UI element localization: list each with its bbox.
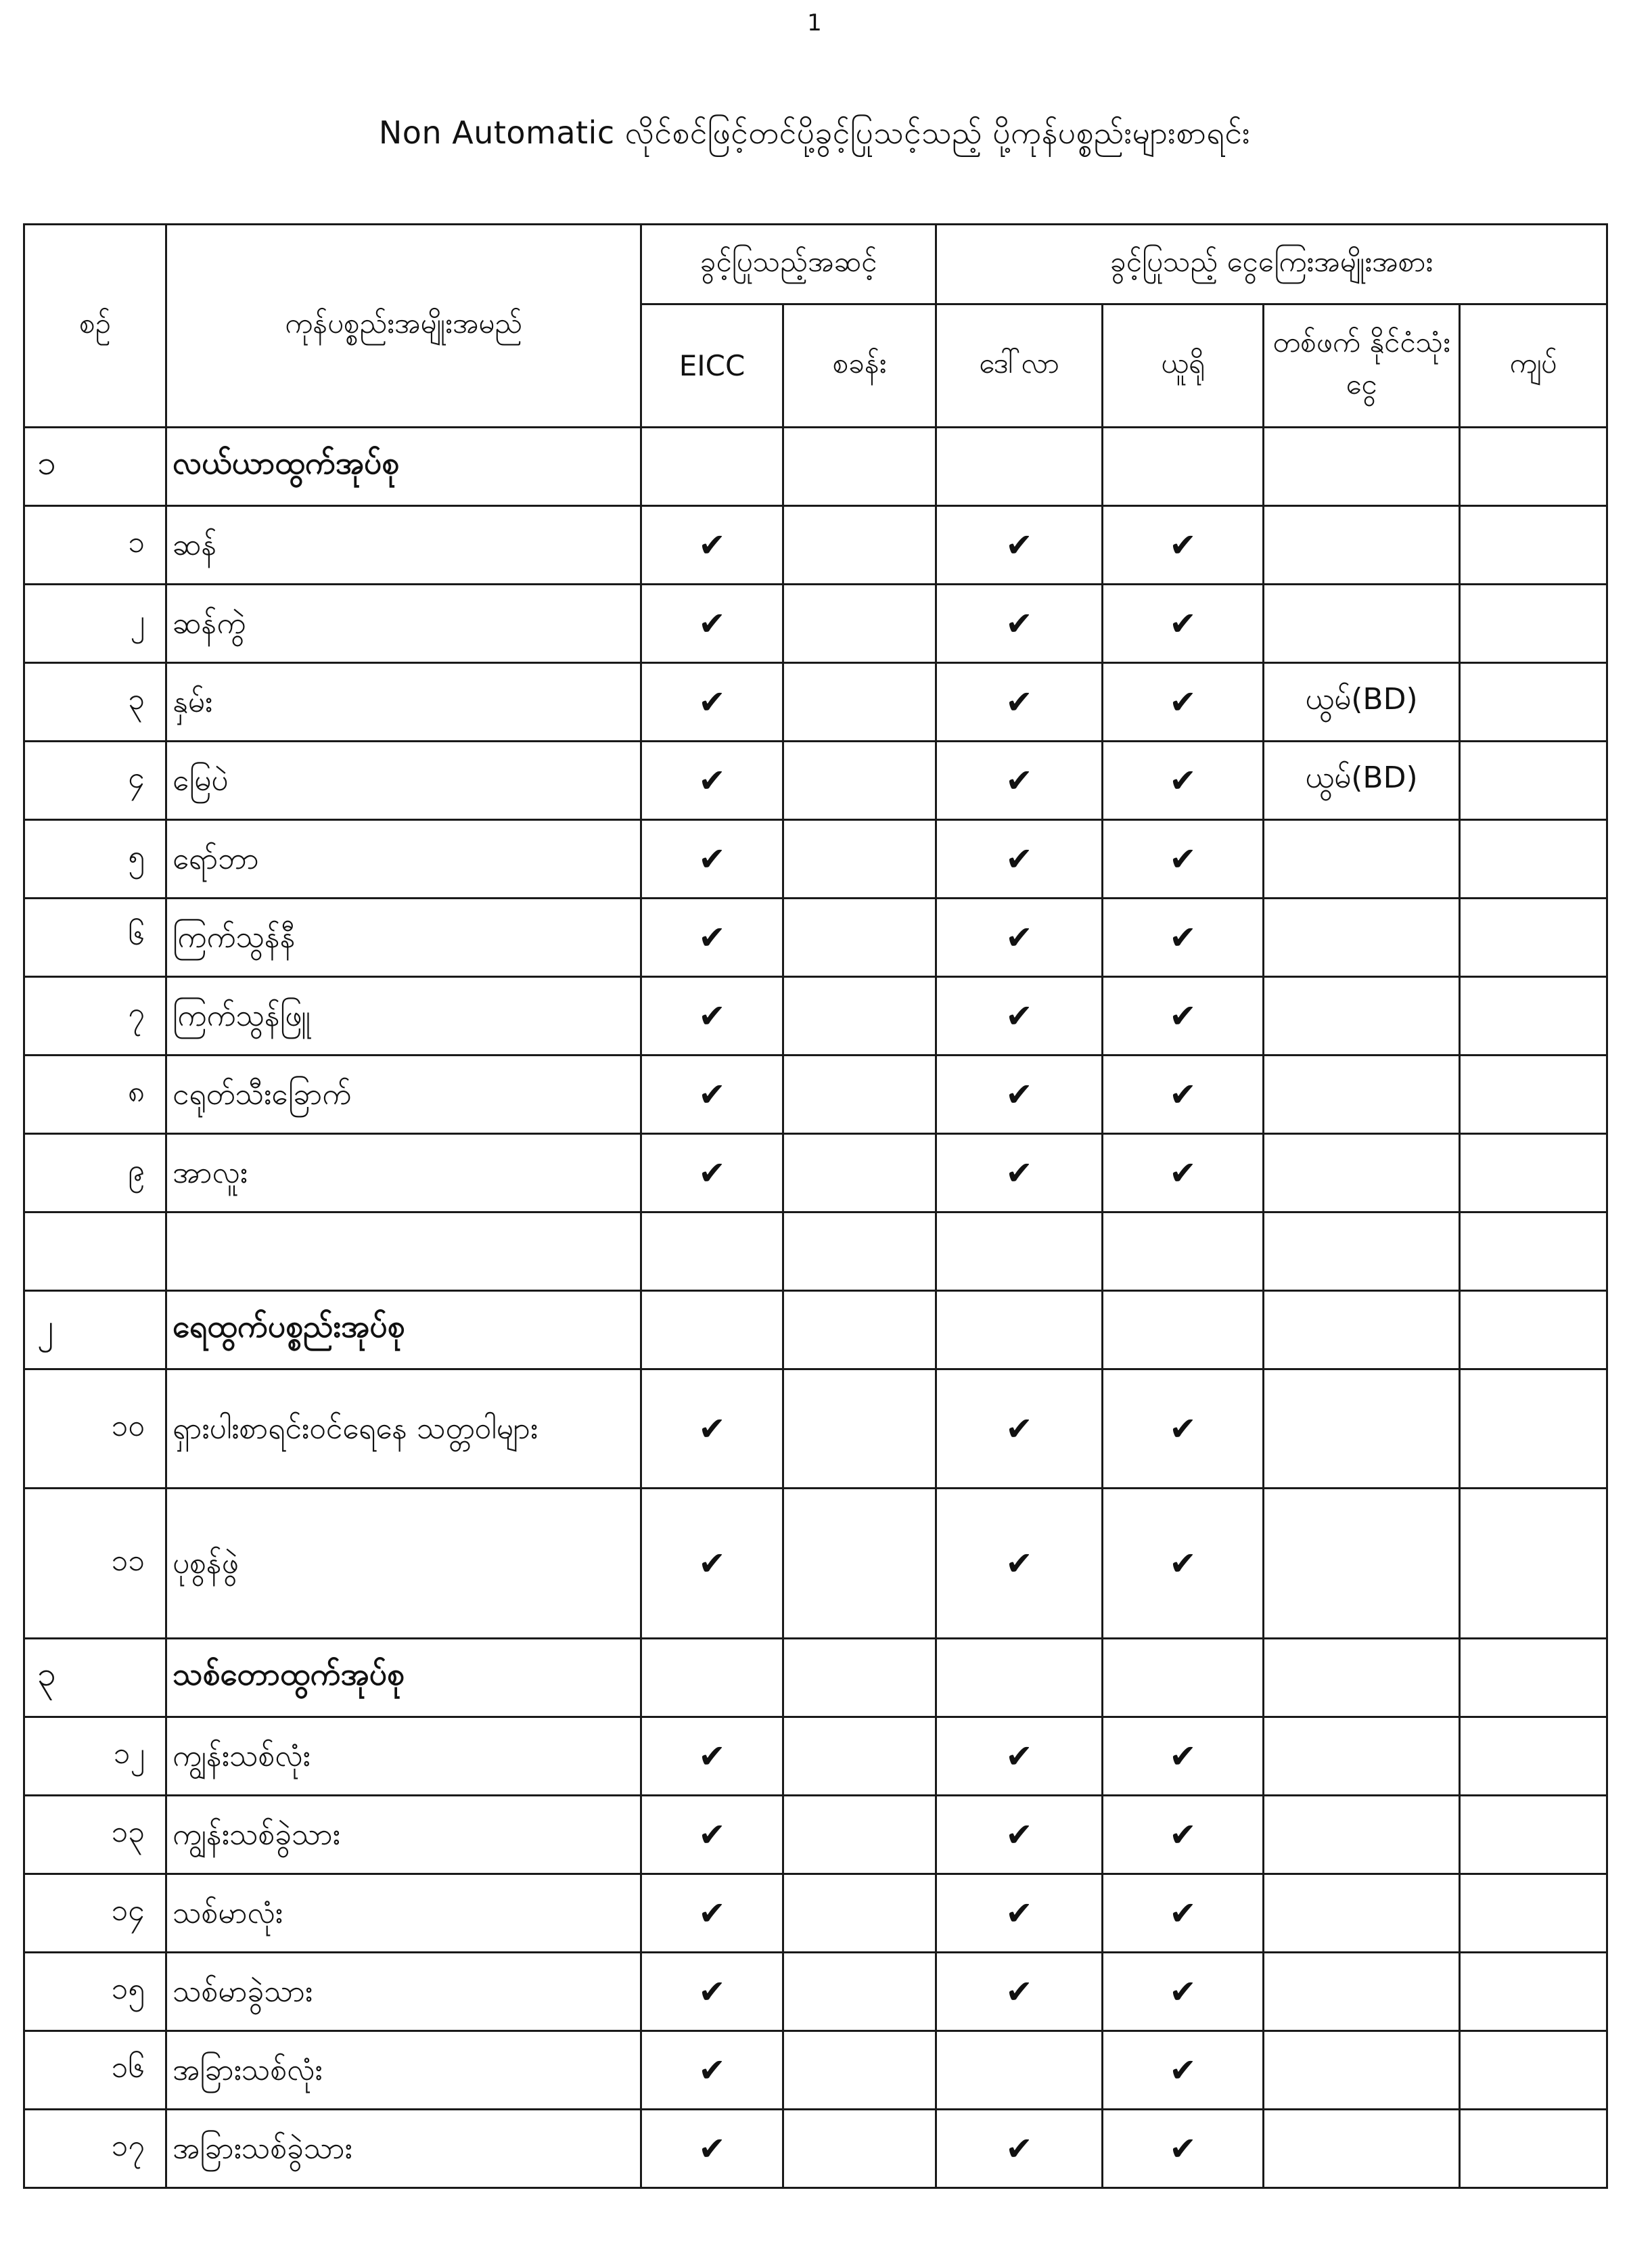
table-row [24, 1953, 1607, 2031]
empty-cell [24, 1212, 166, 1291]
empty-cell [641, 1212, 783, 1291]
section-number: ၃ [24, 1639, 166, 1717]
empty-cell [1264, 1291, 1460, 1369]
item-number: ၆ [24, 899, 166, 977]
cell-third-country [1264, 1796, 1460, 1874]
check-mark: ✔ [936, 585, 1103, 663]
item-number: ၁၁ [24, 1489, 166, 1639]
header-eicc: EICC [641, 304, 783, 428]
check-mark: ✔ [1103, 1056, 1264, 1134]
section-row [24, 428, 1607, 506]
cell-station [783, 1874, 936, 1953]
empty-cell [1264, 1639, 1460, 1717]
check-mark: ✔ [936, 1953, 1103, 2031]
section-name: လယ်ယာထွက်အုပ်စု [166, 428, 641, 506]
empty-cell [1460, 1291, 1607, 1369]
section-name: သစ်တောထွက်အုပ်စု [166, 1639, 641, 1717]
cell-kyat [1460, 899, 1607, 977]
item-number: ၁၀ [24, 1369, 166, 1489]
header-serial: စဉ် [24, 225, 166, 428]
cell-third-country [1264, 1489, 1460, 1639]
item-number: ၉ [24, 1134, 166, 1212]
export-goods-table [23, 223, 1608, 2189]
item-number: ၄ [24, 742, 166, 820]
blank-row [24, 1212, 1607, 1291]
section-number: ၂ [24, 1291, 166, 1369]
cell-third-country [1264, 977, 1460, 1056]
check-mark: ✔ [1103, 1953, 1264, 2031]
item-number: ၁၄ [24, 1874, 166, 1953]
item-number: ၁၆ [24, 2031, 166, 2110]
check-mark: ✔ [641, 1369, 783, 1489]
cell-kyat [1460, 1134, 1607, 1212]
check-mark: ✔ [936, 1796, 1103, 1874]
check-mark: ✔ [936, 1056, 1103, 1134]
header-kyat: ကျပ် [1460, 304, 1607, 428]
check-mark: ✔ [1103, 899, 1264, 977]
check-mark: ✔ [936, 742, 1103, 820]
cell-third-country [1264, 506, 1460, 585]
empty-cell [783, 1212, 936, 1291]
item-name: အခြားသစ်လုံး [166, 2031, 641, 2110]
table-row [24, 1056, 1607, 1134]
check-mark: ✔ [1103, 820, 1264, 899]
empty-cell [1460, 1639, 1607, 1717]
cell-third-country: ယွမ်(BD) [1264, 742, 1460, 820]
table-row [24, 1134, 1607, 1212]
check-mark: ✔ [1103, 2110, 1264, 2188]
item-number: ၁၅ [24, 1953, 166, 2031]
check-mark: ✔ [641, 1796, 783, 1874]
check-mark: ✔ [1103, 2031, 1264, 2110]
header-dollar: ဒေါ်လာ [936, 304, 1103, 428]
header-permitted-certificate: ခွင့်ပြုသည့်အဆင့် [641, 225, 936, 304]
check-mark: ✔ [641, 2031, 783, 2110]
check-mark: ✔ [936, 1717, 1103, 1796]
item-number: ၅ [24, 820, 166, 899]
cell-station [783, 2031, 936, 2110]
document-title: Non Automatic လိုင်စင်ဖြင့်တင်ပို့ခွင့်ပြုသင့်သည့် ပို့ကုန်ပစ္စည်းများစာရင်း [378, 114, 1251, 151]
cell-third-country: ယွမ်(BD) [1264, 663, 1460, 742]
section-number: ၁ [24, 428, 166, 506]
cell-kyat [1460, 1953, 1607, 2031]
item-name: ဆန်ကွဲ [166, 585, 641, 663]
header-euro: ယူရို [1103, 304, 1264, 428]
item-name: အာလူး [166, 1134, 641, 1212]
cell-kyat [1460, 1489, 1607, 1639]
section-name: ရေထွက်ပစ္စည်းအုပ်စု [166, 1291, 641, 1369]
check-mark: ✔ [1103, 977, 1264, 1056]
item-number: ၁၃ [24, 1796, 166, 1874]
cell-kyat [1460, 977, 1607, 1056]
check-mark: ✔ [641, 899, 783, 977]
table-row [24, 585, 1607, 663]
header-row-top [24, 225, 1607, 304]
table-row [24, 742, 1607, 820]
cell-station [783, 1953, 936, 2031]
cell-kyat [1460, 1874, 1607, 1953]
item-name: ဆန် [166, 506, 641, 585]
table-row [24, 1796, 1607, 1874]
check-mark: ✔ [641, 2110, 783, 2188]
check-mark: ✔ [641, 820, 783, 899]
cell-kyat [1460, 1717, 1607, 1796]
empty-cell [936, 1212, 1103, 1291]
check-mark: ✔ [936, 820, 1103, 899]
section-row [24, 1291, 1607, 1369]
check-mark: ✔ [641, 1489, 783, 1639]
check-mark: ✔ [641, 1953, 783, 2031]
cell-kyat [1460, 2110, 1607, 2188]
empty-cell [783, 428, 936, 506]
cell-third-country [1264, 1369, 1460, 1489]
cell-kyat [1460, 742, 1607, 820]
empty-cell [1460, 1212, 1607, 1291]
item-number: ၁၂ [24, 1717, 166, 1796]
cell-third-country [1264, 2110, 1460, 2188]
check-mark: ✔ [936, 1874, 1103, 1953]
empty-cell [936, 1639, 1103, 1717]
table-row [24, 1489, 1607, 1639]
header-third-country: တစ်ဖက် နိုင်ငံသုံးငွေ [1264, 304, 1460, 428]
check-mark: ✔ [1103, 1134, 1264, 1212]
check-mark: ✔ [936, 506, 1103, 585]
item-name: မြေပဲ [166, 742, 641, 820]
item-name: ရှားပါးစာရင်းဝင်ရေနေ သတ္တဝါများ [166, 1369, 641, 1489]
empty-cell [1103, 1291, 1264, 1369]
table-row [24, 2031, 1607, 2110]
table-body [24, 428, 1607, 2188]
check-mark: ✔ [1103, 742, 1264, 820]
header-item-name: ကုန်ပစ္စည်းအမျိုးအမည် [166, 225, 641, 428]
cell-station [783, 1796, 936, 1874]
table-row [24, 1717, 1607, 1796]
cell-station [783, 663, 936, 742]
cell-dollar [936, 2031, 1103, 2110]
item-name: ကျွန်းသစ်ခွဲသား [166, 1796, 641, 1874]
empty-cell [641, 1291, 783, 1369]
check-mark: ✔ [936, 977, 1103, 1056]
table-row [24, 506, 1607, 585]
cell-third-country [1264, 1056, 1460, 1134]
item-number: ၃ [24, 663, 166, 742]
check-mark: ✔ [1103, 1874, 1264, 1953]
item-name: သစ်မာခွဲသား [166, 1953, 641, 2031]
item-name: အခြားသစ်ခွဲသား [166, 2110, 641, 2188]
empty-cell [936, 1291, 1103, 1369]
check-mark: ✔ [641, 1874, 783, 1953]
item-name: ကြက်သွန်ဖြူ [166, 977, 641, 1056]
check-mark: ✔ [936, 1369, 1103, 1489]
table-row [24, 1874, 1607, 1953]
check-mark: ✔ [1103, 663, 1264, 742]
cell-kyat [1460, 1796, 1607, 1874]
empty-cell [641, 428, 783, 506]
cell-station [783, 820, 936, 899]
check-mark: ✔ [936, 1489, 1103, 1639]
item-name: ငရုတ်သီးခြောက် [166, 1056, 641, 1134]
header-permitted-currency: ခွင့်ပြုသည့် ငွေကြေးအမျိုးအစား [936, 225, 1607, 304]
empty-cell [641, 1639, 783, 1717]
page-number: 1 [807, 9, 822, 37]
check-mark: ✔ [1103, 1489, 1264, 1639]
table-row [24, 1369, 1607, 1489]
cell-third-country [1264, 1134, 1460, 1212]
cell-kyat [1460, 1056, 1607, 1134]
check-mark: ✔ [936, 663, 1103, 742]
cell-station [783, 742, 936, 820]
check-mark: ✔ [1103, 1796, 1264, 1874]
check-mark: ✔ [641, 742, 783, 820]
cell-kyat [1460, 2031, 1607, 2110]
cell-third-country [1264, 1874, 1460, 1953]
item-number: ၁ [24, 506, 166, 585]
empty-cell [1264, 1212, 1460, 1291]
empty-cell [1460, 428, 1607, 506]
empty-cell [936, 428, 1103, 506]
check-mark: ✔ [1103, 506, 1264, 585]
table-row [24, 663, 1607, 742]
cell-station [783, 1056, 936, 1134]
item-number: ၈ [24, 1056, 166, 1134]
table-row [24, 820, 1607, 899]
item-number: ၇ [24, 977, 166, 1056]
check-mark: ✔ [641, 663, 783, 742]
item-name: ရော်ဘာ [166, 820, 641, 899]
table-row [24, 899, 1607, 977]
cell-kyat [1460, 663, 1607, 742]
item-name: ကျွန်းသစ်လုံး [166, 1717, 641, 1796]
check-mark: ✔ [936, 2110, 1103, 2188]
cell-kyat [1460, 585, 1607, 663]
item-number: ၁၇ [24, 2110, 166, 2188]
item-name: ကြက်သွန်နီ [166, 899, 641, 977]
item-name: သစ်မာလုံး [166, 1874, 641, 1953]
cell-station [783, 1134, 936, 1212]
item-name: ပုစွန်ဖွဲ [166, 1489, 641, 1639]
empty-cell [1103, 1212, 1264, 1291]
cell-station [783, 1717, 936, 1796]
section-row [24, 1639, 1607, 1717]
check-mark: ✔ [936, 1134, 1103, 1212]
check-mark: ✔ [641, 1717, 783, 1796]
cell-kyat [1460, 1369, 1607, 1489]
cell-kyat [1460, 820, 1607, 899]
empty-cell [783, 1639, 936, 1717]
check-mark: ✔ [641, 1134, 783, 1212]
empty-cell [166, 1212, 641, 1291]
table-row [24, 2110, 1607, 2188]
cell-station [783, 977, 936, 1056]
cell-station [783, 506, 936, 585]
table-row [24, 977, 1607, 1056]
check-mark: ✔ [936, 899, 1103, 977]
check-mark: ✔ [1103, 585, 1264, 663]
empty-cell [1103, 1639, 1264, 1717]
check-mark: ✔ [1103, 1369, 1264, 1489]
header-station: စခန်း [783, 304, 936, 428]
cell-station [783, 899, 936, 977]
cell-station [783, 2110, 936, 2188]
cell-station [783, 585, 936, 663]
cell-station [783, 1369, 936, 1489]
item-name: နှမ်း [166, 663, 641, 742]
cell-third-country [1264, 820, 1460, 899]
cell-third-country [1264, 899, 1460, 977]
check-mark: ✔ [1103, 1717, 1264, 1796]
check-mark: ✔ [641, 506, 783, 585]
check-mark: ✔ [641, 977, 783, 1056]
item-number: ၂ [24, 585, 166, 663]
cell-kyat [1460, 506, 1607, 585]
cell-station [783, 1489, 936, 1639]
check-mark: ✔ [641, 585, 783, 663]
check-mark: ✔ [641, 1056, 783, 1134]
empty-cell [1264, 428, 1460, 506]
cell-third-country [1264, 2031, 1460, 2110]
empty-cell [783, 1291, 936, 1369]
cell-third-country [1264, 1717, 1460, 1796]
cell-third-country [1264, 1953, 1460, 2031]
cell-third-country [1264, 585, 1460, 663]
empty-cell [1103, 428, 1264, 506]
